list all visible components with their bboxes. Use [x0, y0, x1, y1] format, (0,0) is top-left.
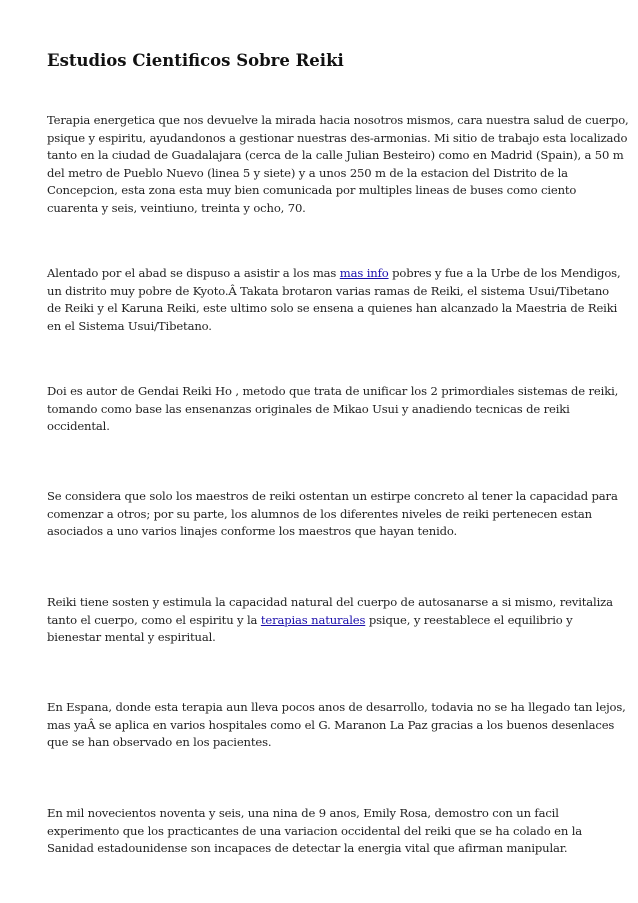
paragraph-line: Sanidad estadounidense son incapaces de detectar la energia vital que afirman manipular. — [47, 841, 568, 856]
text-segment: tanto el cuerpo, como el espiritu y la — [47, 612, 261, 627]
paragraph-line: tomando como base las ensenanzas originales de Mikao Usui y anadiendo tecnicas de reiki — [47, 401, 570, 416]
paragraph-5 — [47, 594, 613, 647]
paragraph-line: que se han observado en los pacientes. — [47, 735, 272, 750]
paragraph-line: En Espana, donde esta terapia aun lleva pocos anos de desarrollo, todavia no se ha llegado tan lejos, — [47, 700, 626, 714]
page-title: Estudios Cientificos Sobre Reiki — [47, 51, 344, 70]
paragraph-line: de Reiki y el Karuna Reiki, este ultimo solo se ensena a quienes han alcanzado la Maestria de Reiki — [47, 301, 618, 316]
paragraph-line: Reiki tiene sosten y estimula la capacidad natural del cuerpo de autosanarse a si mismo, revitaliza — [47, 595, 613, 609]
paragraph-line: Doi es autor de Gendai Reiki Ho , metodo que trata de unificar los 2 primordiales sistemas de reiki, — [47, 384, 619, 398]
paragraph-2 — [47, 265, 621, 335]
paragraph-line: experimento que los practicantes de una variacion occidental del reiki que se ha colado en la — [47, 823, 583, 838]
paragraph-line: un distrito muy pobre de Kyoto.Â Takata brotaron varias ramas de Reiki, el sistema Usui/Tibetano — [47, 283, 610, 298]
paragraph-7 — [47, 805, 599, 858]
paragraph-line: En mil novecientos noventa y seis, una nina de 9 anos, Emily Rosa, demostro con un facil — [47, 806, 559, 820]
paragraph-6 — [47, 699, 626, 752]
text-segment: psique, y reestablece el equilibrio y — [365, 612, 573, 627]
paragraph-line: Terapia energetica que nos devuelve la mirada hacia nosotros mismos, cara nuestra salud de cuerpo, — [47, 113, 629, 127]
paragraph-line: Concepcion, esta zona esta muy bien comunicada por multiples lineas de buses como ciento — [47, 183, 577, 198]
paragraph-line: comenzar a otros; por su parte, los alumnos de los diferentes niveles de reiki pertenecen estan — [47, 506, 592, 521]
paragraph-line: del metro de Pueblo Nuevo (linea 5 y siete) y a unos 250 m de la estacion del Distrito de la — [47, 165, 568, 180]
paragraph-line: bienestar mental y espiritual. — [47, 630, 216, 645]
paragraph-line: psique y espiritu, ayudandonos a gestionar nuestras des-armonias. Mi sitio de trabajo esta localizado — [47, 130, 628, 145]
paragraph-line: en el Sistema Usui/Tibetano. — [47, 318, 212, 333]
terapias-naturales-link[interactable]: terapias naturales — [260, 612, 366, 627]
paragraph-line: asociados a uno varios linajes conforme los maestros que hayan tenido. — [47, 524, 458, 539]
paragraph-1 — [47, 112, 629, 218]
paragraph-line: occidental. — [47, 419, 110, 434]
text-segment: Alentado por el abad se dispuso a asistir a los mas — [47, 266, 340, 280]
paragraph-line: tanto en la ciudad de Guadalajara (cerca de la calle Julian Besteiro) como en Madrid (Spain), a 50 m — [47, 148, 624, 163]
text-segment: pobres y fue a la Urbe de los Mendigos, — [388, 266, 621, 280]
paragraph-line: mas yaÂ se aplica en varios hospitales como el G. Maranon La Paz gracias a los buenos desenlaces — [47, 717, 615, 732]
paragraph-4 — [47, 488, 618, 541]
paragraph-line: cuarenta y seis, veintiuno, treinta y ocho, 70. — [47, 200, 306, 215]
paragraph-line — [47, 612, 599, 630]
paragraph-3 — [47, 383, 619, 436]
paragraph-line — [47, 265, 621, 283]
mas-info-link[interactable]: mas info — [339, 266, 389, 280]
paragraph-line: Se considera que solo los maestros de reiki ostentan un estirpe concreto al tener la capacidad para — [47, 489, 618, 503]
